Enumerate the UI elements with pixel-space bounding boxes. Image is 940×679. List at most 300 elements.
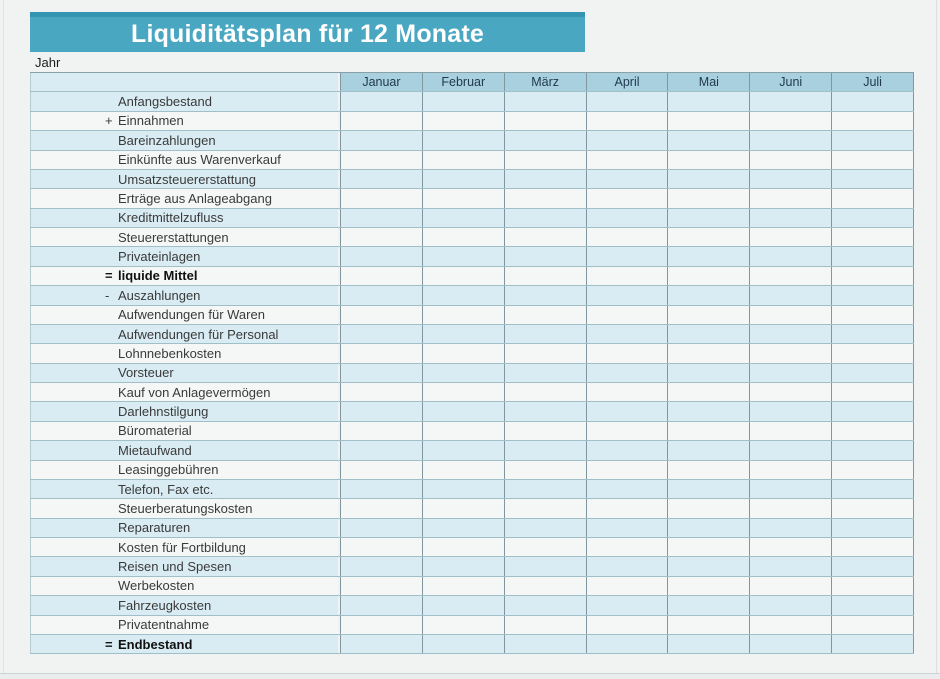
data-cell[interactable]: [831, 247, 914, 265]
data-cell[interactable]: [831, 480, 914, 498]
month-header-cell[interactable]: Mai: [667, 73, 749, 91]
row-label: liquide Mittel: [118, 268, 198, 284]
data-cell[interactable]: [667, 306, 749, 324]
data-cell[interactable]: [667, 189, 749, 207]
row-label: Fahrzeugkosten: [118, 597, 212, 613]
data-cell[interactable]: [504, 151, 586, 169]
data-cell[interactable]: [586, 422, 668, 440]
data-cell[interactable]: [831, 538, 914, 556]
data-cell[interactable]: [422, 189, 504, 207]
row-label-cell[interactable]: [30, 577, 340, 595]
row-label: Reparaturen: [118, 520, 191, 536]
data-cell[interactable]: [586, 170, 668, 188]
month-header-row: [30, 73, 914, 92]
table-row: [30, 92, 914, 111]
data-cell[interactable]: [422, 422, 504, 440]
data-cell[interactable]: [504, 112, 586, 130]
data-cell[interactable]: [831, 577, 914, 595]
data-cell[interactable]: [831, 325, 914, 343]
data-cell[interactable]: [504, 616, 586, 634]
data-cell[interactable]: [831, 286, 914, 304]
data-cell[interactable]: [340, 228, 422, 246]
data-cell[interactable]: [340, 383, 422, 401]
row-label: Vorsteuer: [118, 365, 174, 381]
data-cell[interactable]: [831, 596, 914, 614]
table-row: [30, 151, 914, 170]
data-cell[interactable]: [831, 422, 914, 440]
row-label: Lohnnebenkosten: [118, 345, 222, 361]
table-row: [30, 461, 914, 480]
row-label-cell[interactable]: [30, 557, 340, 575]
data-cell[interactable]: [667, 267, 749, 285]
row-label-cell[interactable]: [30, 461, 340, 479]
data-cell[interactable]: [586, 383, 668, 401]
row-label: Erträge aus Anlageabgang: [118, 190, 272, 206]
data-cell[interactable]: [667, 441, 749, 459]
row-label-cell[interactable]: [30, 306, 340, 324]
table-row: [30, 247, 914, 266]
data-cell[interactable]: [749, 557, 831, 575]
data-cell[interactable]: [667, 557, 749, 575]
data-cell[interactable]: [667, 538, 749, 556]
data-cell[interactable]: [504, 92, 586, 110]
row-label-cell[interactable]: [30, 267, 340, 285]
row-label: Telefon, Fax etc.: [118, 481, 214, 497]
data-cell[interactable]: [667, 92, 749, 110]
data-cell[interactable]: [749, 402, 831, 420]
data-cell[interactable]: [586, 112, 668, 130]
data-cell[interactable]: [831, 519, 914, 537]
data-cell[interactable]: [586, 344, 668, 362]
window-edge-right: [936, 0, 937, 674]
data-cell[interactable]: [422, 325, 504, 343]
data-cell[interactable]: [340, 92, 422, 110]
data-cell[interactable]: [340, 325, 422, 343]
data-cell[interactable]: [422, 499, 504, 517]
data-cell[interactable]: [504, 131, 586, 149]
data-cell[interactable]: [422, 616, 504, 634]
data-cell[interactable]: [831, 441, 914, 459]
data-cell[interactable]: [667, 325, 749, 343]
row-label: Umsatzsteuererstattung: [118, 171, 257, 187]
data-cell[interactable]: [586, 267, 668, 285]
data-cell[interactable]: [667, 112, 749, 130]
data-cell[interactable]: [831, 499, 914, 517]
data-cell[interactable]: [422, 344, 504, 362]
data-cell[interactable]: [831, 209, 914, 227]
data-cell[interactable]: [504, 596, 586, 614]
data-cell[interactable]: [422, 383, 504, 401]
data-cell[interactable]: [749, 286, 831, 304]
data-cell[interactable]: [749, 364, 831, 382]
data-cell[interactable]: [340, 247, 422, 265]
month-header-cell[interactable]: Juni: [749, 73, 831, 91]
data-cell[interactable]: [749, 344, 831, 362]
data-cell[interactable]: [504, 209, 586, 227]
data-cell[interactable]: [831, 344, 914, 362]
row-label-cell[interactable]: [30, 344, 340, 362]
row-label-cell[interactable]: [30, 209, 340, 227]
data-cell[interactable]: [831, 557, 914, 575]
data-cell[interactable]: [422, 596, 504, 614]
data-cell[interactable]: [667, 422, 749, 440]
window-edge-left: [3, 0, 4, 674]
data-cell[interactable]: [667, 499, 749, 517]
data-cell[interactable]: [831, 383, 914, 401]
data-cell[interactable]: [504, 557, 586, 575]
data-cell[interactable]: [586, 499, 668, 517]
data-cell[interactable]: [504, 306, 586, 324]
data-cell[interactable]: [422, 209, 504, 227]
row-label: Auszahlungen: [118, 287, 201, 303]
table-row: [30, 267, 914, 286]
table-row: [30, 189, 914, 208]
data-cell[interactable]: [831, 461, 914, 479]
data-cell[interactable]: [504, 364, 586, 382]
title-banner: [30, 12, 585, 52]
data-cell[interactable]: [749, 131, 831, 149]
row-prefix: =: [105, 268, 113, 284]
data-cell[interactable]: [667, 480, 749, 498]
data-cell[interactable]: [831, 92, 914, 110]
data-cell[interactable]: [667, 596, 749, 614]
month-header-cell[interactable]: März: [504, 73, 586, 91]
row-label: Steuererstattungen: [118, 229, 229, 245]
data-cell[interactable]: [504, 402, 586, 420]
data-cell[interactable]: [667, 577, 749, 595]
data-cell[interactable]: [831, 189, 914, 207]
data-cell[interactable]: [422, 519, 504, 537]
data-cell[interactable]: [831, 170, 914, 188]
data-cell[interactable]: [749, 596, 831, 614]
page-title: Liquiditätsplan für 12 Monate: [130, 20, 485, 48]
row-label-cell[interactable]: [30, 635, 340, 653]
row-label: Anfangsbestand: [118, 94, 212, 110]
data-cell[interactable]: [749, 577, 831, 595]
data-cell[interactable]: [749, 189, 831, 207]
data-cell[interactable]: [504, 286, 586, 304]
data-cell[interactable]: [422, 461, 504, 479]
data-cell[interactable]: [831, 364, 914, 382]
data-cell[interactable]: [749, 538, 831, 556]
row-label-cell[interactable]: [30, 441, 340, 459]
data-cell[interactable]: [504, 519, 586, 537]
data-cell[interactable]: [831, 635, 914, 653]
data-cell[interactable]: [340, 538, 422, 556]
data-cell[interactable]: [831, 267, 914, 285]
data-cell[interactable]: [340, 519, 422, 537]
data-cell[interactable]: [586, 325, 668, 343]
data-cell[interactable]: [667, 461, 749, 479]
data-cell[interactable]: [504, 538, 586, 556]
table-row: [30, 577, 914, 596]
row-label-cell[interactable]: [30, 538, 340, 556]
data-cell[interactable]: [586, 596, 668, 614]
row-label-cell[interactable]: [30, 170, 340, 188]
data-cell[interactable]: [340, 170, 422, 188]
data-cell[interactable]: [504, 422, 586, 440]
data-cell[interactable]: [586, 92, 668, 110]
data-cell[interactable]: [667, 519, 749, 537]
data-cell[interactable]: [340, 616, 422, 634]
data-cell[interactable]: [340, 499, 422, 517]
data-cell[interactable]: [422, 480, 504, 498]
data-cell[interactable]: [504, 189, 586, 207]
data-cell[interactable]: [586, 519, 668, 537]
data-cell[interactable]: [667, 209, 749, 227]
data-cell[interactable]: [422, 170, 504, 188]
data-cell[interactable]: [340, 422, 422, 440]
row-label-cell[interactable]: [30, 286, 340, 304]
data-cell[interactable]: [340, 209, 422, 227]
row-label: Kosten für Fortbildung: [118, 539, 246, 555]
data-cell[interactable]: [831, 131, 914, 149]
year-label-cell[interactable]: Jahr: [35, 55, 61, 70]
row-label-cell[interactable]: [30, 325, 340, 343]
data-cell[interactable]: [504, 228, 586, 246]
row-prefix: +: [105, 113, 113, 129]
row-label: Reisen und Spesen: [118, 559, 232, 575]
table-row: [30, 344, 914, 363]
row-label: Privateinlagen: [118, 249, 201, 265]
data-cell[interactable]: [831, 151, 914, 169]
liquidity-table: [30, 72, 914, 654]
data-cell[interactable]: [749, 228, 831, 246]
data-cell[interactable]: [749, 635, 831, 653]
corner-cell[interactable]: [30, 73, 340, 91]
row-label: Kreditmittelzufluss: [118, 210, 224, 226]
data-cell[interactable]: [340, 441, 422, 459]
table-row: [30, 228, 914, 247]
data-cell[interactable]: [340, 596, 422, 614]
data-cell[interactable]: [422, 267, 504, 285]
data-cell[interactable]: [504, 499, 586, 517]
table-row: [30, 557, 914, 576]
data-cell[interactable]: [504, 383, 586, 401]
data-cell[interactable]: [340, 461, 422, 479]
data-cell[interactable]: [422, 92, 504, 110]
table-row: [30, 170, 914, 189]
data-cell[interactable]: [504, 267, 586, 285]
row-prefix: =: [105, 636, 113, 652]
data-cell[interactable]: [340, 480, 422, 498]
table-row: [30, 422, 914, 441]
row-label-cell[interactable]: [30, 92, 340, 110]
row-label: Steuerberatungskosten: [118, 500, 253, 516]
data-cell[interactable]: [340, 112, 422, 130]
row-label: Bareinzahlungen: [118, 132, 216, 148]
data-cell[interactable]: [749, 422, 831, 440]
data-cell[interactable]: [422, 441, 504, 459]
data-cell[interactable]: [667, 344, 749, 362]
data-cell[interactable]: [340, 131, 422, 149]
row-label-cell[interactable]: [30, 422, 340, 440]
data-cell[interactable]: [667, 383, 749, 401]
data-cell[interactable]: [831, 616, 914, 634]
row-label-cell[interactable]: [30, 228, 340, 246]
data-cell[interactable]: [749, 306, 831, 324]
row-label: Aufwendungen für Waren: [118, 307, 265, 323]
data-cell[interactable]: [586, 189, 668, 207]
data-cell[interactable]: [586, 131, 668, 149]
data-cell[interactable]: [749, 112, 831, 130]
data-cell[interactable]: [586, 538, 668, 556]
data-cell[interactable]: [667, 616, 749, 634]
data-cell[interactable]: [340, 151, 422, 169]
data-cell[interactable]: [504, 577, 586, 595]
data-cell[interactable]: [586, 635, 668, 653]
data-cell[interactable]: [586, 306, 668, 324]
row-label-cell[interactable]: [30, 364, 340, 382]
data-cell[interactable]: [422, 247, 504, 265]
row-label: Endbestand: [118, 636, 193, 652]
data-cell[interactable]: [667, 228, 749, 246]
data-cell[interactable]: [749, 92, 831, 110]
data-cell[interactable]: [749, 267, 831, 285]
data-cell[interactable]: [586, 209, 668, 227]
data-cell[interactable]: [586, 577, 668, 595]
data-cell[interactable]: [749, 170, 831, 188]
data-cell[interactable]: [340, 577, 422, 595]
data-cell[interactable]: [422, 557, 504, 575]
data-cell[interactable]: [504, 247, 586, 265]
data-cell[interactable]: [749, 519, 831, 537]
data-cell[interactable]: [667, 286, 749, 304]
data-cell[interactable]: [749, 325, 831, 343]
data-cell[interactable]: [422, 131, 504, 149]
row-label-cell[interactable]: [30, 383, 340, 401]
data-cell[interactable]: [504, 170, 586, 188]
row-label: Büromaterial: [118, 423, 192, 439]
data-cell[interactable]: [586, 461, 668, 479]
data-cell[interactable]: [749, 499, 831, 517]
data-cell[interactable]: [340, 402, 422, 420]
row-label: Aufwendungen für Personal: [118, 326, 279, 342]
data-cell[interactable]: [422, 402, 504, 420]
data-cell[interactable]: [667, 131, 749, 149]
row-label: Kauf von Anlagevermögen: [118, 384, 271, 400]
window-edge-bottom: [0, 673, 940, 679]
row-label: Einnahmen: [118, 113, 184, 129]
data-cell[interactable]: [422, 364, 504, 382]
month-header-cell[interactable]: Juli: [831, 73, 914, 91]
data-cell[interactable]: [340, 635, 422, 653]
row-label: Leasinggebühren: [118, 462, 219, 478]
data-cell[interactable]: [586, 364, 668, 382]
data-cell[interactable]: [667, 151, 749, 169]
data-cell[interactable]: [667, 364, 749, 382]
data-cell[interactable]: [340, 267, 422, 285]
month-header-cell[interactable]: April: [586, 73, 668, 91]
data-cell[interactable]: [831, 228, 914, 246]
data-cell[interactable]: [586, 151, 668, 169]
data-cell[interactable]: [586, 228, 668, 246]
row-label-cell[interactable]: [30, 189, 340, 207]
data-cell[interactable]: [749, 480, 831, 498]
data-cell[interactable]: [504, 441, 586, 459]
data-cell[interactable]: [831, 112, 914, 130]
month-header-cell[interactable]: Februar: [422, 73, 504, 91]
row-label-cell[interactable]: [30, 616, 340, 634]
data-cell[interactable]: [667, 247, 749, 265]
data-cell[interactable]: [504, 480, 586, 498]
row-label-cell[interactable]: [30, 151, 340, 169]
data-cell[interactable]: [340, 344, 422, 362]
data-cell[interactable]: [504, 344, 586, 362]
data-cell[interactable]: [586, 616, 668, 634]
row-label-cell[interactable]: [30, 402, 340, 420]
row-label: Einkünfte aus Warenverkauf: [118, 152, 281, 168]
data-cell[interactable]: [749, 209, 831, 227]
row-label: Werbekosten: [118, 578, 195, 594]
data-cell[interactable]: [586, 480, 668, 498]
table-row: [30, 286, 914, 305]
row-label-cell[interactable]: [30, 112, 340, 130]
data-cell[interactable]: [667, 170, 749, 188]
data-cell[interactable]: [422, 306, 504, 324]
row-label-cell[interactable]: [30, 131, 340, 149]
data-cell[interactable]: [586, 247, 668, 265]
data-cell[interactable]: [749, 441, 831, 459]
data-cell[interactable]: [749, 151, 831, 169]
data-cell[interactable]: [340, 557, 422, 575]
data-cell[interactable]: [340, 189, 422, 207]
data-cell[interactable]: [422, 635, 504, 653]
data-cell[interactable]: [749, 616, 831, 634]
data-cell[interactable]: [422, 112, 504, 130]
row-label-cell[interactable]: [30, 499, 340, 517]
row-label-cell[interactable]: [30, 480, 340, 498]
row-label-cell[interactable]: [30, 247, 340, 265]
data-cell[interactable]: [586, 286, 668, 304]
row-prefix: -: [105, 287, 110, 303]
data-cell[interactable]: [504, 461, 586, 479]
row-label: Mietaufwand: [118, 442, 192, 458]
data-cell[interactable]: [831, 306, 914, 324]
table-row: [30, 441, 914, 460]
data-cell[interactable]: [422, 577, 504, 595]
row-label-cell[interactable]: [30, 596, 340, 614]
data-cell[interactable]: [831, 402, 914, 420]
data-cell[interactable]: [504, 635, 586, 653]
table-row: [30, 635, 914, 654]
table-row: [30, 112, 914, 131]
data-cell[interactable]: [422, 538, 504, 556]
data-cell[interactable]: [586, 557, 668, 575]
data-cell[interactable]: [340, 306, 422, 324]
table-row: [30, 383, 914, 402]
data-cell[interactable]: [749, 383, 831, 401]
table-row: [30, 519, 914, 538]
month-header-cell[interactable]: Januar: [340, 73, 422, 91]
table-row: [30, 402, 914, 421]
table-row: [30, 480, 914, 499]
data-cell[interactable]: [667, 402, 749, 420]
table-row: [30, 306, 914, 325]
data-cell[interactable]: [504, 325, 586, 343]
data-cell[interactable]: [749, 247, 831, 265]
data-cell[interactable]: [422, 286, 504, 304]
data-cell[interactable]: [422, 228, 504, 246]
data-cell[interactable]: [422, 151, 504, 169]
data-cell[interactable]: [749, 461, 831, 479]
data-cell[interactable]: [340, 286, 422, 304]
data-cell[interactable]: [667, 635, 749, 653]
data-cell[interactable]: [586, 402, 668, 420]
data-cell[interactable]: [340, 364, 422, 382]
row-label-cell[interactable]: [30, 519, 340, 537]
data-cell[interactable]: [586, 441, 668, 459]
